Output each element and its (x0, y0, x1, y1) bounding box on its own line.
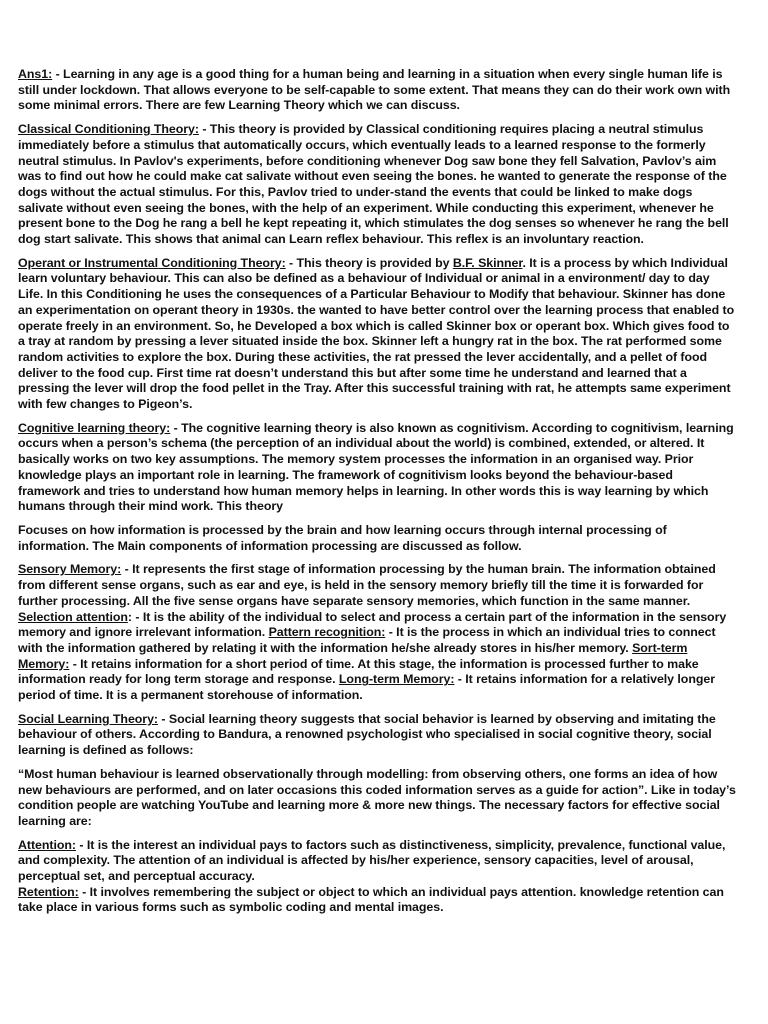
paragraph-ans1 (18, 67, 736, 114)
name-bf-skinner: B.F. Skinner (452, 255, 523, 270)
heading-pattern-recognition: Pattern recognition: (268, 625, 386, 640)
heading-long-term-memory: Long-term Memory: (338, 672, 455, 687)
paragraph-text: - The cognitive learning theory is also known as cognitivism. According to cognitivism, learning occurs when a person’s schema (the perception of an individual about the world) is combined, extended, or altered. It basically works on two key assumptions. The memory system processes the information in an organised way. Prior knowledge plays an important role in learning. The framework of cognitivism looks beyond the behaviour-based framework and tries to understand how human memory helps in learning. In other words this is way learning by which humans through their mind work. This theory (18, 420, 734, 514)
heading-social-learning: Social Learning Theory: (18, 711, 158, 726)
heading-attention: Attention: (18, 837, 76, 852)
heading-classical-conditioning: Classical Conditioning Theory: (18, 122, 199, 137)
paragraph-text: - It is the process in which an individual tries to connect with the information gathered by relating it with the information he/she already stores in his/her memory. (18, 625, 716, 655)
heading-selection-attention: Selection attention (18, 609, 128, 624)
paragraph-bandura-quote (18, 767, 736, 830)
paragraph-attention (18, 838, 736, 885)
heading-cognitive-learning: Cognitive learning theory: (18, 420, 171, 435)
paragraph-text: - It represents the first stage of information processing by the human brain. The information obtained from different sense organs, such as ear and eye, is held in the sensory memory briefly till the time it is forwarded for further processing. All the five sense organs have separate sensory memories, which function in the same manner. (18, 562, 716, 608)
paragraph-text: - It is the interest an individual pays to factors such as distinctiveness, simplicity, prevalence, functional value, and complexity. The attention of an individual is affected by his/her experience, sensory capacities, level of arousal, perceptual set, and perceptual accuracy. (18, 837, 726, 884)
paragraph-text: Focuses on how information is processed by the brain and how learning occurs through internal processing of information. The Main components of information processing are discussed as follow. (18, 522, 667, 553)
paragraph-text: - It involves remembering the subject or object to which an individual pays attention. knowledge retention can take place in various forms such as symbolic coding and mental images. (18, 884, 724, 915)
heading-sensory-memory: Sensory Memory: (18, 562, 122, 577)
paragraph-retention (18, 885, 736, 916)
paragraph-classical-conditioning (18, 122, 736, 248)
paragraph-cognitive-learning (18, 421, 736, 515)
heading-retention: Retention: (18, 884, 79, 899)
paragraph-social-learning (18, 712, 736, 759)
paragraph-text: “Most human behaviour is learned observationally through modelling: from observing others, one forms an idea of how new behaviours are performed, and on later occasions this coded information serves as a guide for action”. Like in today’s condition people are watching YouTube and learning more & more new things. The necessary factors for effective social learning are: (18, 766, 736, 828)
paragraph-text: - This theory is provided by (285, 255, 453, 270)
paragraph-text: : - It is the ability of the individual to select and process a certain part of the information in the sensory memory and ignore irrelevant information. (18, 609, 727, 640)
paragraph-memory-components (18, 562, 736, 703)
heading-short-term-memory: Sort-term Memory: (18, 640, 688, 671)
paragraph-text: - This theory is provided by Classical conditioning requires placing a neutral stimulus immediately before a stimulus that automatically occurs, which eventually leads to a learned response to the formerly neutral stimulus. In Pavlov's experiments, before conditioning whenever Dog saw bone they fell Salvation, Pavlov’s aim was to find out how he could make cat salivate without even seeing the bones. he wanted to generate the response of the dogs without the actual stimulus. For this, Pavlov tried to under-stand the events that could be linked to make dogs salivate without even seeing the bones, with the help of an experiment. While conducting this experiment, whenever he present bone to the Dog he rang a bell he kept repeating it, which stimulates the dog senses so whenever he rang the bell dog start salivate. This shows that animal can Learn reflex behaviour. This reflex is an involuntary reaction. (18, 122, 729, 247)
paragraph-text: - Social learning theory suggests that social behavior is learned by observing and imitating the behaviour of others. According to Bandura, a renowned psychologist who specialised in social cognitive theory, social learning is defined as follows: (18, 711, 716, 758)
heading-ans1: Ans1: (18, 67, 53, 81)
paragraph-text: - It retains information for a short period of time. At this stage, the information is processed further to make information ready for long term storage and response. (18, 656, 699, 687)
paragraph-operant-conditioning (18, 256, 736, 413)
paragraph-text: . It is a process by which Individual learn voluntary behaviour. This can also be defined as a behaviour of Individual or animal in a environment/ day to day Life. In this Conditioning he uses the consequences of a Particular Behaviour to Modify that behaviour. Skinner has done an experimentation on operant theory in 1930s. the wanted to have better control over the learning process that enabled to operate freely in an environment. So, he Developed a box which is called Skinner box or operant box. Which gives food to a tray at random by pressing a lever situated inside the box. Skinner left a hungry rat in the box. The rat performed some random activities to explore the box. During these activities, the rat pressed the lever accidentally, and a pellet of food deliver to the food cup. First time rat doesn’t understand this but after some time he understand and learned that a pressing the lever will drop the food pellet in the Tray. After this successful training with rat, he attempts same experiment with few changes to Pigeon’s. (18, 255, 735, 412)
heading-operant-conditioning: Operant or Instrumental Conditioning Theory: (18, 255, 286, 270)
paragraph-text: - Learning in any age is a good thing for a human being and learning in a situation when every single human life is still under lockdown. That allows everyone to be self-capable to some extent. That means they can do their work own with some minimal errors. There are few Learning Theory which we can discuss. (18, 67, 731, 113)
paragraph-text: - It retains information for a relatively longer period of time. It is a permanent storehouse of information. (18, 672, 715, 703)
paragraph-information-processing (18, 523, 736, 554)
